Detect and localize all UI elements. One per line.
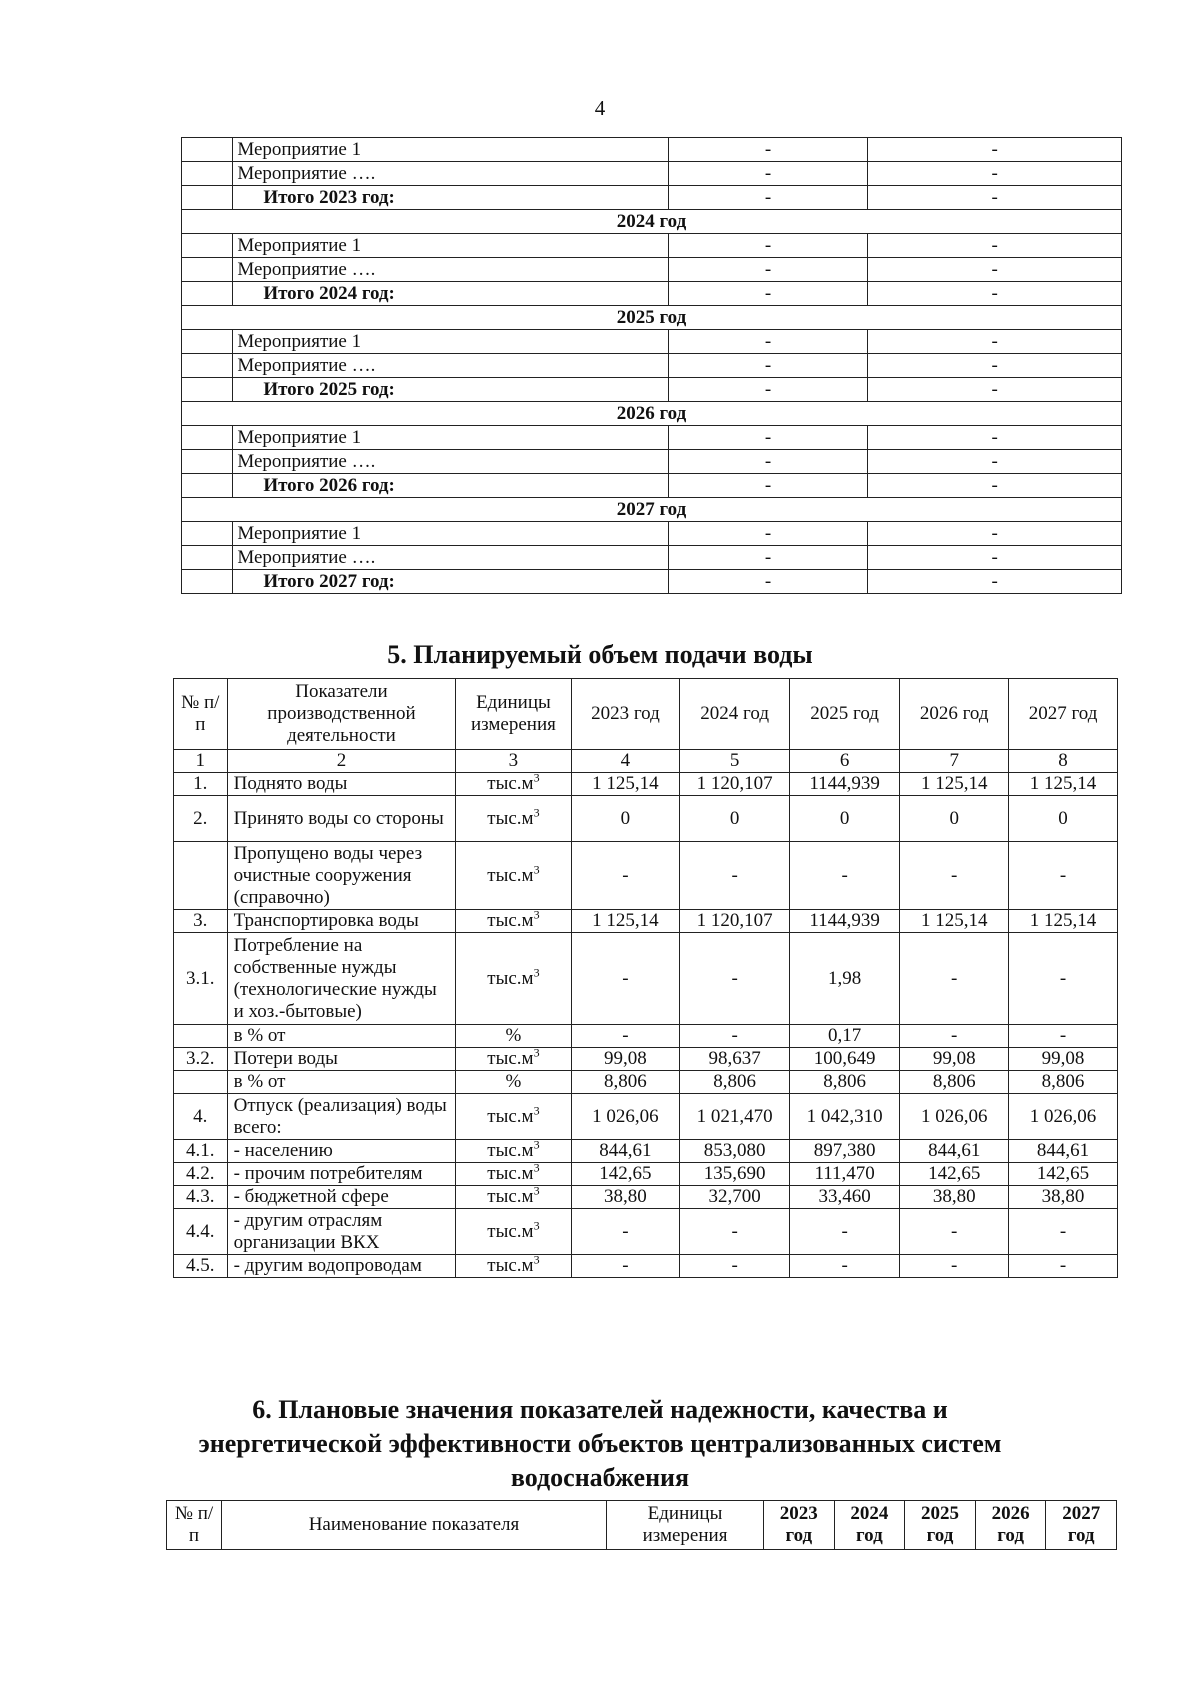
unit-exponent: 3 xyxy=(533,862,540,877)
unit-exponent: 3 xyxy=(533,1103,540,1118)
table-row xyxy=(174,1025,1118,1048)
indicator-name: Поднято воды xyxy=(227,773,456,796)
measure-name: Мероприятие 1 xyxy=(233,426,668,450)
measure-name: Мероприятие 1 xyxy=(233,234,668,258)
row-number-cell: 1. xyxy=(174,773,228,796)
value-cell: - xyxy=(868,474,1122,498)
value-cell: - xyxy=(680,842,790,910)
unit-text: тыс.м xyxy=(487,967,534,989)
value-cell: - xyxy=(668,186,868,210)
value-cell: - xyxy=(668,426,868,450)
reliability-indicators-table xyxy=(166,1500,1117,1550)
total-label: Итого 2026 год: xyxy=(233,474,668,498)
column-index-cell: 6 xyxy=(789,750,899,773)
row-number-cell xyxy=(182,522,233,546)
page-number: 4 xyxy=(594,96,606,120)
value-cell: 38,80 xyxy=(1009,1186,1118,1209)
value-cell: - xyxy=(789,1209,899,1255)
table-row xyxy=(174,1071,1118,1094)
measure-name: Мероприятие 1 xyxy=(233,522,668,546)
row-number-cell xyxy=(182,330,233,354)
table-row xyxy=(174,933,1118,1025)
unit-text: тыс.м xyxy=(487,864,534,886)
value-cell: - xyxy=(868,450,1122,474)
header-cell: 2026 год xyxy=(975,1501,1046,1550)
value-cell: 142,65 xyxy=(571,1163,680,1186)
indicator-name: - населению xyxy=(227,1140,456,1163)
unit-exponent: 3 xyxy=(533,1252,540,1267)
header-cell: 2025 год xyxy=(905,1501,976,1550)
indicator-name: Потребление на собственные нужды (технологические нужды и хоз.-бытовые) xyxy=(227,933,456,1025)
column-index-cell: 3 xyxy=(456,750,571,773)
measure-name: Мероприятие 1 xyxy=(233,138,668,162)
value-cell: 98,637 xyxy=(680,1048,790,1071)
unit-text: тыс.м xyxy=(487,1163,534,1184)
indicator-name: в % от xyxy=(227,1025,456,1048)
value-cell: 1 125,14 xyxy=(1009,910,1118,933)
value-cell: - xyxy=(668,354,868,378)
value-cell: 1 125,14 xyxy=(900,910,1009,933)
value-cell: - xyxy=(868,234,1122,258)
value-cell: - xyxy=(668,330,868,354)
table-row xyxy=(182,330,1122,354)
row-number-cell xyxy=(182,162,233,186)
unit-text: % xyxy=(505,1025,522,1046)
value-cell: - xyxy=(900,1255,1009,1278)
table-row xyxy=(174,1140,1118,1163)
unit-exponent: 3 xyxy=(533,1218,540,1233)
unit-text: тыс.м xyxy=(487,910,534,931)
header-cell: Единицы измерения xyxy=(456,679,571,750)
value-cell: - xyxy=(868,282,1122,306)
row-number-cell xyxy=(182,450,233,474)
section-6-title-line: водоснабжения xyxy=(510,1463,690,1492)
row-number-cell xyxy=(182,234,233,258)
value-cell: - xyxy=(868,162,1122,186)
value-cell: 0,17 xyxy=(789,1025,899,1048)
header-cell: 2027 год xyxy=(1046,1501,1117,1550)
value-cell: 8,806 xyxy=(571,1071,680,1094)
value-cell: 0 xyxy=(789,796,899,842)
year-row xyxy=(182,498,1122,522)
measure-name: Мероприятие …. xyxy=(233,162,668,186)
value-cell: 1 120,107 xyxy=(680,773,790,796)
row-number-cell: 4.5. xyxy=(174,1255,228,1278)
header-cell: 2023 год xyxy=(764,1501,835,1550)
value-cell: - xyxy=(868,354,1122,378)
year-heading: 2027 год xyxy=(182,498,1122,522)
value-cell: - xyxy=(571,1255,680,1278)
value-cell: 142,65 xyxy=(1009,1163,1118,1186)
row-number-cell: 4.2. xyxy=(174,1163,228,1186)
value-cell: - xyxy=(1009,933,1118,1025)
measure-name: Мероприятие …. xyxy=(233,354,668,378)
unit-cell xyxy=(456,1137,571,1163)
value-cell: - xyxy=(1009,1209,1118,1255)
value-cell: 1 125,14 xyxy=(1009,773,1118,796)
value-cell: 1 026,06 xyxy=(1009,1094,1118,1140)
row-number-cell xyxy=(182,474,233,498)
row-number-cell xyxy=(182,426,233,450)
measures-table xyxy=(181,137,1122,594)
value-cell: - xyxy=(668,282,868,306)
unit-cell xyxy=(456,1183,571,1209)
value-cell: - xyxy=(668,570,868,594)
value-cell: - xyxy=(868,330,1122,354)
value-cell: 8,806 xyxy=(1009,1071,1118,1094)
row-number-cell: 4.1. xyxy=(174,1140,228,1163)
row-number-cell: 4.3. xyxy=(174,1186,228,1209)
row-number-cell xyxy=(174,1071,228,1094)
row-number-cell xyxy=(182,354,233,378)
section-5-title: 5. Планируемый объем подачи воды xyxy=(387,640,813,669)
header-cell: Единицы измерения xyxy=(607,1501,764,1550)
value-cell: 99,08 xyxy=(900,1048,1009,1071)
value-cell: - xyxy=(571,933,680,1025)
value-cell: 99,08 xyxy=(1009,1048,1118,1071)
total-label: Итого 2025 год: xyxy=(233,378,668,402)
table-row xyxy=(182,426,1122,450)
row-number-cell xyxy=(182,138,233,162)
year-row xyxy=(182,306,1122,330)
value-cell: 1144,939 xyxy=(789,773,899,796)
unit-cell xyxy=(456,770,571,796)
table-row xyxy=(174,773,1118,796)
value-cell: 38,80 xyxy=(900,1186,1009,1209)
value-cell: - xyxy=(680,1209,790,1255)
indicator-name: - другим отраслям организации ВКХ xyxy=(227,1209,456,1255)
header-cell: 2024 год xyxy=(680,679,790,750)
measure-name: Мероприятие 1 xyxy=(233,330,668,354)
value-cell: - xyxy=(668,522,868,546)
unit-cell xyxy=(456,907,571,933)
unit-cell xyxy=(456,796,571,842)
value-cell: 853,080 xyxy=(680,1140,790,1163)
value-cell: 0 xyxy=(680,796,790,842)
value-cell: 142,65 xyxy=(900,1163,1009,1186)
table-row xyxy=(174,1186,1118,1209)
value-cell: 111,470 xyxy=(789,1163,899,1186)
value-cell: 844,61 xyxy=(900,1140,1009,1163)
value-cell: 1 026,06 xyxy=(571,1094,680,1140)
table-row xyxy=(174,1048,1118,1071)
total-label: Итого 2027 год: xyxy=(233,570,668,594)
header-cell: 2027 год xyxy=(1009,679,1118,750)
value-cell: - xyxy=(900,842,1009,910)
unit-cell xyxy=(456,1094,571,1140)
table-row xyxy=(182,186,1122,210)
unit-cell xyxy=(456,1209,571,1255)
value-cell: 8,806 xyxy=(680,1071,790,1094)
value-cell: 135,690 xyxy=(680,1163,790,1186)
column-index-cell: 2 xyxy=(227,750,456,773)
table-row xyxy=(182,522,1122,546)
header-cell: 2025 год xyxy=(789,679,899,750)
value-cell: - xyxy=(571,1209,680,1255)
value-cell: - xyxy=(668,450,868,474)
year-heading: 2026 год xyxy=(182,402,1122,426)
header-cell: 2026 год xyxy=(900,679,1009,750)
value-cell: - xyxy=(900,933,1009,1025)
value-cell: 1 042,310 xyxy=(789,1094,899,1140)
unit-exponent: 3 xyxy=(533,1183,540,1198)
year-heading: 2025 год xyxy=(182,306,1122,330)
value-cell: - xyxy=(571,1025,680,1048)
table-row xyxy=(182,258,1122,282)
header-cell: 2024 год xyxy=(834,1501,905,1550)
value-cell: - xyxy=(1009,1025,1118,1048)
table-row xyxy=(182,570,1122,594)
unit-text: тыс.м xyxy=(487,807,534,829)
row-number-cell xyxy=(182,546,233,570)
value-cell: - xyxy=(868,186,1122,210)
value-cell: - xyxy=(571,842,680,910)
value-cell: - xyxy=(900,1209,1009,1255)
unit-exponent: 3 xyxy=(533,805,540,820)
measure-name: Мероприятие …. xyxy=(233,450,668,474)
value-cell: 38,80 xyxy=(571,1186,680,1209)
value-cell: - xyxy=(868,546,1122,570)
table-row xyxy=(174,842,1118,910)
value-cell: - xyxy=(1009,842,1118,910)
unit-cell xyxy=(456,1252,571,1278)
header-cell: № п/п xyxy=(167,1501,222,1550)
row-number-cell xyxy=(182,378,233,402)
year-heading: 2024 год xyxy=(182,210,1122,234)
row-number-cell xyxy=(174,1025,228,1048)
indicator-name: - другим водопроводам xyxy=(227,1255,456,1278)
unit-text: тыс.м xyxy=(487,773,534,794)
unit-cell xyxy=(456,1160,571,1186)
measure-name: Мероприятие …. xyxy=(233,258,668,282)
indicator-name: в % от xyxy=(227,1071,456,1094)
header-cell: Наименование показателя xyxy=(222,1501,607,1550)
table-row xyxy=(174,1255,1118,1278)
header-cell: 2023 год xyxy=(571,679,680,750)
value-cell: 1 125,14 xyxy=(571,773,680,796)
table-row xyxy=(182,474,1122,498)
table-row xyxy=(174,1094,1118,1140)
water-supply-table xyxy=(173,678,1118,1278)
row-number-cell xyxy=(182,258,233,282)
unit-cell xyxy=(456,842,571,910)
unit-text: тыс.м xyxy=(487,1048,534,1069)
section-6-title-line: 6. Плановые значения показателей надежности, качества и xyxy=(252,1395,948,1424)
table-row xyxy=(182,450,1122,474)
column-index-row xyxy=(174,750,1118,773)
table-row xyxy=(182,354,1122,378)
column-index-cell: 4 xyxy=(571,750,680,773)
column-index-cell: 5 xyxy=(680,750,790,773)
year-row xyxy=(182,210,1122,234)
value-cell: 0 xyxy=(900,796,1009,842)
value-cell: - xyxy=(868,426,1122,450)
indicator-name: Потери воды xyxy=(227,1048,456,1071)
row-number-cell: 3. xyxy=(174,910,228,933)
indicator-name: Отпуск (реализация) воды всего: xyxy=(227,1094,456,1140)
value-cell: 1 021,470 xyxy=(680,1094,790,1140)
unit-text: тыс.м xyxy=(487,1220,534,1242)
column-index-cell: 8 xyxy=(1009,750,1118,773)
value-cell: - xyxy=(680,933,790,1025)
table-row xyxy=(182,546,1122,570)
value-cell: - xyxy=(1009,1255,1118,1278)
table-row xyxy=(174,1163,1118,1186)
value-cell: 1 125,14 xyxy=(571,910,680,933)
row-number-cell xyxy=(182,570,233,594)
value-cell: - xyxy=(868,522,1122,546)
value-cell: 844,61 xyxy=(571,1140,680,1163)
indicator-name: - прочим потребителям xyxy=(227,1163,456,1186)
indicator-name: Пропущено воды через очистные сооружения (справочно) xyxy=(227,842,456,910)
header-cell: Показатели производственной деятельности xyxy=(227,679,456,750)
value-cell: - xyxy=(680,1025,790,1048)
table-row xyxy=(182,282,1122,306)
row-number-cell xyxy=(174,842,228,910)
value-cell: - xyxy=(668,378,868,402)
unit-cell xyxy=(456,1071,571,1094)
header-cell: № п/п xyxy=(174,679,228,750)
value-cell: 8,806 xyxy=(900,1071,1009,1094)
table-header-row xyxy=(167,1501,1117,1550)
value-cell: 1 125,14 xyxy=(900,773,1009,796)
value-cell: - xyxy=(789,1255,899,1278)
value-cell: 33,460 xyxy=(789,1186,899,1209)
section-6-title xyxy=(0,1393,1200,1495)
table-row xyxy=(182,138,1122,162)
total-label: Итого 2023 год: xyxy=(233,186,668,210)
year-row xyxy=(182,402,1122,426)
table-row xyxy=(174,1209,1118,1255)
section-6-title-line: энергетической эффективности объектов централизованных систем xyxy=(198,1429,1002,1458)
table-row xyxy=(174,796,1118,842)
row-number-cell xyxy=(182,282,233,306)
unit-text: % xyxy=(505,1071,522,1092)
table-row xyxy=(182,162,1122,186)
row-number-cell: 4. xyxy=(174,1094,228,1140)
total-label: Итого 2024 год: xyxy=(233,282,668,306)
value-cell: - xyxy=(868,258,1122,282)
column-index-cell: 7 xyxy=(900,750,1009,773)
value-cell: 99,08 xyxy=(571,1048,680,1071)
table-row xyxy=(182,378,1122,402)
unit-exponent: 3 xyxy=(533,1160,540,1175)
value-cell: 1,98 xyxy=(789,933,899,1025)
value-cell: - xyxy=(668,138,868,162)
unit-exponent: 3 xyxy=(533,1137,540,1152)
unit-exponent: 3 xyxy=(533,770,540,785)
indicator-name: Транспортировка воды xyxy=(227,910,456,933)
table-row xyxy=(174,910,1118,933)
unit-exponent: 3 xyxy=(533,965,540,980)
table-header-row xyxy=(174,679,1118,750)
value-cell: - xyxy=(868,378,1122,402)
value-cell: - xyxy=(668,474,868,498)
value-cell: - xyxy=(900,1025,1009,1048)
value-cell: 1 026,06 xyxy=(900,1094,1009,1140)
indicator-name: Принято воды со стороны xyxy=(227,796,456,842)
indicator-name: - бюджетной сфере xyxy=(227,1186,456,1209)
row-number-cell: 3.1. xyxy=(174,933,228,1025)
unit-cell xyxy=(456,1025,571,1048)
value-cell: - xyxy=(789,842,899,910)
unit-exponent: 3 xyxy=(533,907,540,922)
row-number-cell: 3.2. xyxy=(174,1048,228,1071)
table-row xyxy=(182,234,1122,258)
value-cell: - xyxy=(668,234,868,258)
row-number-cell xyxy=(182,186,233,210)
value-cell: 0 xyxy=(571,796,680,842)
measure-name: Мероприятие …. xyxy=(233,546,668,570)
unit-cell xyxy=(456,1045,571,1071)
value-cell: 100,649 xyxy=(789,1048,899,1071)
unit-text: тыс.м xyxy=(487,1140,534,1161)
value-cell: 1 120,107 xyxy=(680,910,790,933)
unit-cell xyxy=(456,933,571,1025)
value-cell: 32,700 xyxy=(680,1186,790,1209)
value-cell: 0 xyxy=(1009,796,1118,842)
unit-text: тыс.м xyxy=(487,1186,534,1207)
value-cell: 844,61 xyxy=(1009,1140,1118,1163)
column-index-cell: 1 xyxy=(174,750,228,773)
unit-text: тыс.м xyxy=(487,1255,534,1276)
value-cell: 1144,939 xyxy=(789,910,899,933)
value-cell: - xyxy=(668,258,868,282)
row-number-cell: 2. xyxy=(174,796,228,842)
value-cell: 897,380 xyxy=(789,1140,899,1163)
value-cell: - xyxy=(668,546,868,570)
value-cell: - xyxy=(868,138,1122,162)
value-cell: 8,806 xyxy=(789,1071,899,1094)
value-cell: - xyxy=(680,1255,790,1278)
value-cell: - xyxy=(668,162,868,186)
row-number-cell: 4.4. xyxy=(174,1209,228,1255)
unit-text: тыс.м xyxy=(487,1105,534,1127)
value-cell: - xyxy=(868,570,1122,594)
unit-exponent: 3 xyxy=(533,1045,540,1060)
